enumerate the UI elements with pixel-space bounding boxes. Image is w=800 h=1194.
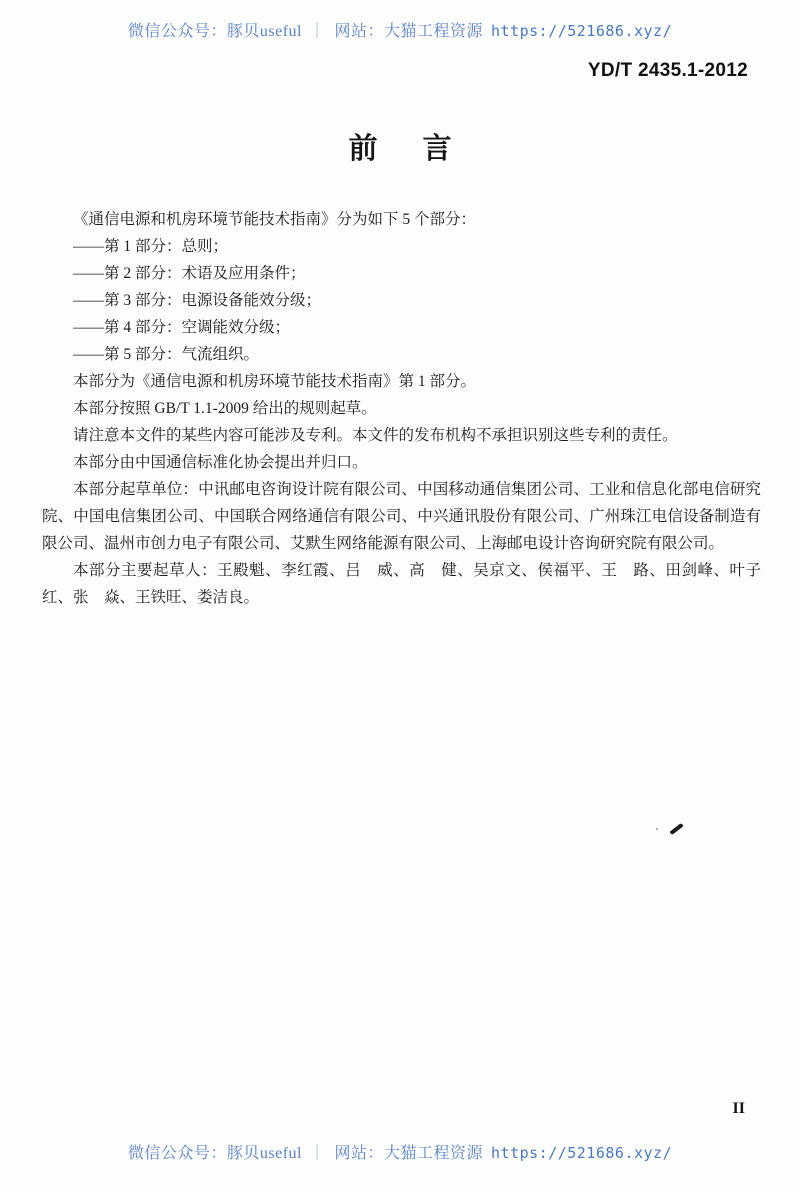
watermark-separator: ｜	[308, 1145, 326, 1162]
part-list-item-4: ——第 4 部分：空调能效分级；	[73, 319, 291, 336]
paragraph-parts-intro: 《通信电源和机房环境节能技术指南》分为如下 5 个部分：	[73, 211, 477, 228]
watermark-url: https://521686.xyz/	[491, 22, 673, 40]
pen-scribble-mark	[669, 823, 683, 835]
paragraph-drafters: 本部分主要起草人：王殿魁、李红霞、吕 威、高 健、吴京文、侯福平、王 路、田剑峰、叶子红、张 焱、王铁旺、娄洁良。	[42, 562, 761, 606]
part-list-item-3: ——第 3 部分：电源设备能效分级；	[73, 292, 322, 309]
page-title	[0, 126, 800, 167]
watermark-header	[0, 18, 800, 41]
document-body	[42, 206, 761, 611]
page-title-text: 前言	[348, 133, 497, 165]
watermark-site-label: 网站：大猫工程资源	[334, 23, 484, 40]
page-number: II	[732, 1100, 745, 1117]
paragraph-patent-notice: 请注意本文件的某些内容可能涉及专利。本文件的发布机构不承担识别这些专利的责任。	[73, 427, 678, 444]
standard-code: YD/T 2435.1-2012	[587, 60, 748, 81]
paragraph-this-part: 本部分为《通信电源和机房环境节能技术指南》第 1 部分。	[73, 373, 477, 390]
watermark-url: https://521686.xyz/	[491, 1144, 673, 1162]
watermark-site-label: 网站：大猫工程资源	[334, 1145, 484, 1162]
watermark-wechat-label: 微信公众号：豚贝useful	[127, 1145, 302, 1162]
paragraph-committee: 本部分由中国通信标准化协会提出并归口。	[73, 454, 368, 471]
part-list-item-2: ——第 2 部分：术语及应用条件；	[73, 265, 306, 282]
watermark-separator: ｜	[308, 23, 326, 40]
paragraph-drafting-units: 本部分起草单位：中讯邮电咨询设计院有限公司、中国移动通信集团公司、工业和信息化部电信研究院、中国电信集团公司、中国联合网络通信有限公司、中兴通讯股份有限公司、广州珠江电信设备制造有限公司、温州市创力电子有限公司、艾默生网络能源有限公司、上海邮电设计咨询研究院有限公司。	[42, 481, 761, 552]
watermark-footer	[0, 1140, 800, 1163]
part-list-item-5: ——第 5 部分：气流组织。	[73, 346, 260, 363]
part-list-item-1: ——第 1 部分：总则；	[73, 238, 229, 255]
paragraph-drafting-rule: 本部分按照 GB/T 1.1-2009 给出的规则起草。	[73, 400, 377, 417]
watermark-wechat-label: 微信公众号：豚贝useful	[127, 23, 302, 40]
